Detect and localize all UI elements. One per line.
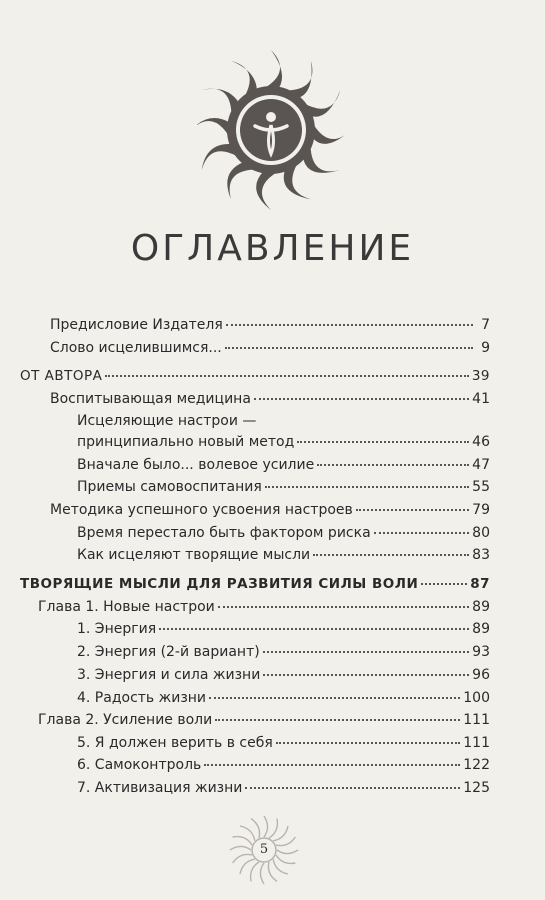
toc-entry-7[interactable]: 7. Активизация жизни 125 bbox=[77, 778, 490, 796]
page-title: ОГЛАВЛЕНИЕ bbox=[130, 228, 415, 269]
toc-entry-healed[interactable]: Слово исцелившимся... 9 bbox=[50, 338, 490, 356]
toc-entry-6[interactable]: 6. Самоконтроль 122 bbox=[77, 755, 490, 773]
toc-entry-methodology[interactable]: Методика успешного усвоения настроев 79 bbox=[50, 500, 490, 518]
toc-entry-5[interactable]: 5. Я должен верить в себя 111 bbox=[77, 733, 490, 751]
toc-entry-3[interactable]: 3. Энергия и сила жизни 96 bbox=[77, 665, 490, 683]
toc-entry-2[interactable]: 2. Энергия (2-й вариант) 93 bbox=[77, 642, 490, 660]
toc-entry-preface[interactable]: Предисловие Издателя 7 bbox=[50, 315, 490, 333]
toc-entry-creative-thoughts[interactable]: Как исцеляют творящие мысли 83 bbox=[77, 545, 490, 563]
toc-entry-1[interactable]: 1. Энергия 89 bbox=[77, 619, 490, 637]
page-number: 5 bbox=[259, 842, 269, 857]
toc-entry-from-author[interactable]: ОТ АВТОРА 39 bbox=[20, 366, 490, 384]
page-number-ornament bbox=[226, 812, 302, 888]
toc-entry-healing-moods-line1: Исцеляющие настрои — bbox=[77, 413, 257, 429]
toc-entry-time-risk[interactable]: Время перестало быть фактором риска 80 bbox=[77, 523, 490, 541]
toc-entry-chapter-2[interactable]: Глава 2. Усиление воли 111 bbox=[38, 710, 490, 728]
toc-entry-educating-medicine[interactable]: Воспитывающая медицина 41 bbox=[50, 389, 490, 407]
toc-entry-chapter-1[interactable]: Глава 1. Новые настрои 89 bbox=[38, 597, 490, 615]
toc-entry-willpower[interactable]: Вначале было... волевое усилие 47 bbox=[77, 455, 490, 473]
toc-entry-willpower-section[interactable]: ТВОРЯЩИЕ МЫСЛИ ДЛЯ РАЗВИТИЯ СИЛЫ ВОЛИ 87 bbox=[20, 574, 490, 592]
sun-emblem-icon bbox=[197, 42, 345, 224]
toc-entry-healing-moods[interactable]: принципиально новый метод 46 bbox=[77, 432, 490, 450]
toc-entry-4[interactable]: 4. Радость жизни 100 bbox=[77, 688, 490, 706]
toc-entry-self-education[interactable]: Приемы самовоспитания 55 bbox=[77, 477, 490, 495]
